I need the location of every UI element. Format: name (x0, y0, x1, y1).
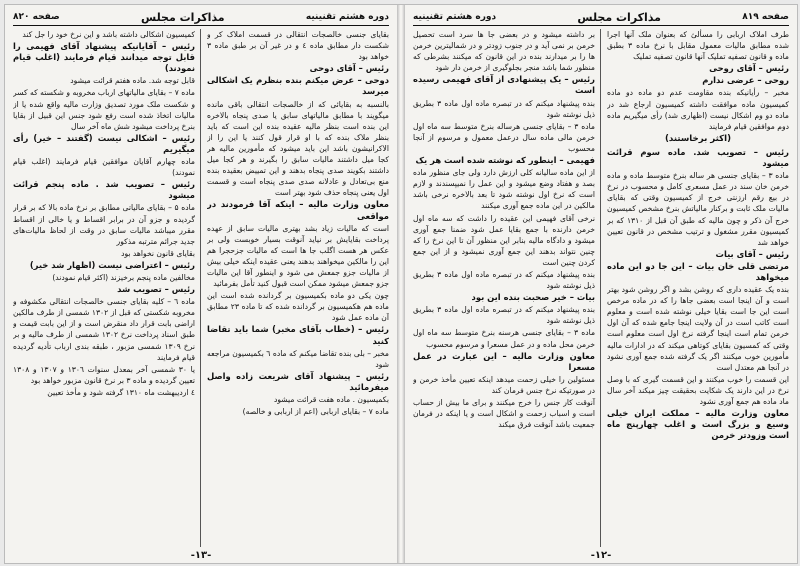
right-page-number: صفحه ۸۱۹ (742, 12, 789, 22)
text-paragraph: ماده ۵ – بقایای مالیاتی مطابق بر نرخ ماده بالا که بر قرار گردیده و جزو آن در برابر اقساط و یا خالی از اقساط مقرر میباشد مالیات سابق در وقت از لحاظ مالیات‌های جدید جرائم مترتبه مذکور (13, 203, 195, 246)
text-paragraph: ٤ اردیبهشت ماه ۱۳۱۰ گرفته شود و مأخذ تعیین (47, 387, 195, 397)
text-paragraph: آنوقت کار جنس را خرج میکنند و برای ما بیش از حساب است و اسباب زحمت و اشکال است و یا اینکه در فرمان جمعیت باشد آنوقت فرق میکند (413, 398, 595, 430)
text-paragraph: مسئولین را خیلی زحمت میدهد اینکه تعیین مأخذ خرمن و در صورتیکه نرخ جنس فرمان کند (413, 374, 595, 395)
left-page-column-2 (13, 29, 201, 547)
text-paragraph: مخالفین ماده پنجم برخیزند (اکثر قیام نمودند) (52, 272, 195, 282)
text-paragraph: از این ماده سالیانه کلی ارزش دارد ولی جای منظور ماده بصد و هفتاد وضع میشود و این عمل را نمیپسندند و لازم است که نرخ اول نوشته شود تا بعد بالاخره نرخی باشد مالکین در این ماده جمع آوری میکنند (413, 168, 595, 211)
text-paragraph: بنده پیشنهاد میکنم که در تبصره ماده اول ماده ۳ بطریق ذیل نوشته شود (413, 98, 595, 119)
text-paragraph: ماده ٧ – بقایای اربابی (اعم از اربابی و خالصه) (242, 407, 389, 417)
scanned-book-spread (4, 4, 798, 564)
text-paragraph: بنده پیشنهاد میکنم که در تبصره ماده اول ماده ۳ بطریق ذیل نوشته شود (413, 269, 595, 291)
text-paragraph: ماده ۷ – بقایای مالیاتهای ارباب مخروبه و شکسته که کسر و شکست ملک مورد تصدیق وزارت مالیه واقع شده یا از مالیات اتخاذ شده است رفع شود جنس این قبیل از بقایا بنرخ پرداخت میشود شش ماه آخر سال (13, 88, 195, 131)
left-session-label: دوره هشتم تقنینیه (305, 12, 389, 22)
speaker-line: بیات – خیر صحبت بنده این بود (471, 292, 595, 303)
left-page (5, 5, 397, 563)
text-paragraph: ماده چهارم آقایان موافقین قیام فرمایند (اغلب قیام نمودند) (13, 157, 195, 178)
text-paragraph: قابل توجه شد. ماده هفتم قرائت میشود (70, 76, 195, 86)
text-paragraph: بکمیسیون . ماده هفت قرائت میشود (273, 395, 389, 404)
speaker-line: رئیس – پیشنهاد آقای شریعت زاده واصل میفرمائید (207, 370, 389, 392)
speaker-line: مرتضی قلی خان بیات – این جا دو این ماده میخواهد (607, 260, 789, 282)
speaker-line: رئیس – یک پیشنهادی از آقای فهیمی رسیده است (413, 74, 595, 96)
right-page-title: مذاکرات مجلس (577, 10, 661, 24)
centered-note: (اکثر برخاستند) (664, 133, 732, 144)
right-page-column-2 (413, 29, 601, 547)
speaker-line: روحی – عرضی ندارم (702, 75, 789, 86)
left-page-number: صفحه ۸۲۰ (13, 12, 60, 22)
right-page-column-1 (607, 29, 789, 547)
speaker-line: رئیس – آقای بیات (715, 248, 789, 259)
right-session-label: دوره هشتم تقنینیه (413, 12, 497, 22)
speaker-line: معاون وزارت مالیه – این عبارت در عمل مسعرا (413, 350, 595, 372)
left-folio-number: -۱۳- (190, 550, 212, 561)
text-paragraph: بقایای جنسی خالصجات انتقالی در قسمت املاک کر و شکست دار مطابق ماده ٤ و در غیر آن بر طبق ماده ۳ خواهد بود (207, 30, 389, 62)
left-page-header (13, 9, 389, 26)
right-page (405, 5, 797, 563)
text-paragraph: چون یکی دو ماده بکمیسیون بر گردانده شده است این ماده هم هکمیسیون بر گردانده شده که تا ماده ۲۳ مطابق آن ماده عمل شود (207, 291, 389, 323)
left-page-title: مذاکرات مجلس (141, 10, 225, 24)
text-paragraph: ماده ۳ – بقایای جنسی هرسنه بنرخ متوسط سه ماه اول خرمن محل ماده و در عمل مسعرا و مرسوم محسوب (413, 328, 596, 349)
speaker-line: رئیس – تصویب شد . ماده پنجم قرائت میشود (13, 179, 195, 201)
text-paragraph: طرف املاک اربابی را مسألئ که بعنوان ملک آنها اجرا شده مطابق مالیات معمول مقابل با نرخ ماده ۳ بطبق ماده و قانون تصفیه تملیک آنها قانون تصفیه تملیک (607, 30, 789, 62)
speaker-line: معاون وزارت مالیه – مملکت ایران خیلی وسیع و بزرگ است و اغلب چهارپنج ماه است وزودتر خرمن (607, 408, 789, 441)
right-folio-number: -۱۲- (590, 550, 612, 561)
speaker-line: رئیس – تصویب شد (117, 284, 195, 295)
text-paragraph: یا ۳۰ شمسی آخر بمعدل سنوات ۱۳۰٦ و ۱۳۰٧ و ۱۳۰۸ تعیین گردیده و ماده ۳ بر نرخ قانون مزبور خواهد بود (13, 364, 196, 385)
speaker-line: رئیس – (خطاب بآقای مخبر) شما باید تقاضا کنید (207, 324, 389, 346)
text-paragraph: بقایای قانون نخواهد بود (121, 248, 195, 258)
text-paragraph: ماده ۳ – بقایای جنسی هر ساله بنرخ متوسط ماده و ماده خرمن خان سند در عمل مسعری کامل و محسوب در نرخ در بیع رقم ارزنتی خرج از کمیسیون وقتی که بقایای مالیات ملک ثابت و برکنار مالیاتش بنرخ مشخص کمیسیون خرج آن ذکر و چون مالیه که طبق آن قبل از ۱۳۱۰ که بر کمیسیون مقرر مشغول و ترتیب مشخص در قانون تعیین خواهد شد (607, 171, 789, 247)
text-paragraph: ماده ۳ – بقایای جنسی هرساله بنرخ متوسط سه ماه اول خرمن مالی ماده سال درعمل معمول و مرسوم از آنجا محسوب (413, 121, 595, 153)
speaker-line: رئیس – آقای دوحی (309, 63, 389, 74)
speaker-line: رئیس – اعتراضی نیست (اظهار شد خیر) (29, 259, 195, 270)
text-paragraph: این قسمت را خوب میکنند و این قسمت گیری که با وصل نرخ در این دارند یک شکایت بحقیقت چیز میکند آخر سال ماد ماده هم جمع آوری نشود (607, 374, 789, 406)
text-paragraph: کمیسیون اشکالی داشته باشد و این نرخ خود را جل کند (22, 30, 195, 39)
text-paragraph: است که مالیات زیاد بشد بهتری مالیات سابق از عهده پرداخت بقایایش بر نیاید آنوقت بسیار خوبست ولی بر عکس هر هست اگلب جا ها است که مالیات جزحجرا هم این را مالکین میخواهند بدهند یعنی عقیده اینکه خیلی بیش از مالیات جزو جمعش می شود و اینطور آقا این مالیات جزو جمعش میشود ممکن است قبول کنید تأمل بفرمائید (207, 223, 389, 289)
speaker-line: دوحی – عرض میکنم بنده بنظرم یک اشکالی میرسد (207, 75, 389, 97)
text-paragraph: بر داشته میشود و در بعضی جا ها سرد است تحصیل خرمن بر نمی آید و در جنوب زودتر و در شمالیترین خرمن ها را بر میدارند بنده در این قانون که میکنند بشرطی که منظور شما باشد منجر بجلوگیری از خرمن دار شود (413, 30, 595, 73)
speaker-line: رئیس – اشکالی نیست (گفتند – خیر) رأی میگیریم (13, 132, 195, 154)
text-paragraph: نرخی آقای فهیمی این عقیده را داشت که سه ماه اول خرمن دارنده با جمع بقایا عمل شود ضمنا جمع آوری میشود و دادگاه مالیه بنابر این منظور آن تا این نرخ را که چنین نتواند بدهند این جمع آوری نمیشود و از این جمع کردن چنین است (413, 213, 595, 267)
text-paragraph: ماده ٦ – کلیه بقایای جنسی خالصجات انتقالی مکشوفه و مخروبه شکستی که قبل از ۱۳۰۲ شمسی از طرف مالکین اراضی بابت قرار داد منقرض است و از این بابت قیمت و طبق اسناد پرداخت نرخ ۱۳۰۲ شمسی از طرف مالیه و بر نرخ ۱۳۰۹ شمسی مزبور ، طبقه بندی ارباب تأدیه گردیده قیام فرمایند (13, 297, 196, 362)
text-paragraph: بنده یک عقیده داری که روشن بشد و اگر روشن شود بهتر است و آن اینجا است بعضی جاها را که در ماده مرخص است این جا است بقایا خیلی نوشته شده است و معلوم است کاتب است در آن ولایت اینجا جامع شده که آن اول خرمن تمام است اینجا گرفته نرخ اول است معلوم است وقتی که کمسیون بقایای کوتاهی میکند که در ادارات مالیه مأمورین خوب میکنند اگر یک گرفته شده جمع آوری نشود در آنجا هم معتدل است (607, 285, 789, 372)
book-gutter (397, 5, 405, 563)
right-page-header (413, 9, 789, 26)
speaker-line: فهیمی – اینطور که نوشته شده است هر یک (415, 155, 595, 166)
text-paragraph: بنده پیشنهاد میکنم که در تبصره ماده اول ماده ۳ بطریق ذیل نوشته شود (413, 305, 595, 326)
speaker-line: رئیس – آقای روحی (709, 63, 789, 74)
speaker-line: معاون وزارت مالیه – اینکه آقا فرمودند در مواقعی (207, 199, 389, 221)
speaker-line: رئیس – تصویب شد. ماده سوم قرائت میشود (607, 146, 789, 169)
text-paragraph: بالنسبه به بقایائی که از خالصجات انتقالی باقی مانده میگویند با مطابق مالیاتهای سابق یا صدی پنجاه بالاخره این بنده است بنظر مالیه عقیده بنده این است که باید بنظر ملاک بنده که با او قرار قول کنند یا این را از الاکرانیشون باشد این باید میشود که مأمورین مالیه هر کجا میل داشتند مالیات سابق را بگیرند و هر کجا میل داشتند بکویند صدی پنجاه بدهند و این تمییض بعقیده بنده منع بی‌تعادل و عادلانه صدی صدی پنجاه است و قسمت اول یعنی پنجاه حذف شود بهتر است (207, 99, 389, 198)
right-columns (413, 29, 789, 547)
text-paragraph: مخبر – بلی بنده تقاضا میکنم که ماده ٦ بکمیسیون مراجعه شود (207, 348, 389, 369)
speaker-line: رئیس – آقایانیکه پیشنهاد آقای فهیمی را قابل توجه میدانند قیام فرمایند (اغلب قیام نمودند) (13, 41, 195, 74)
left-columns (13, 29, 389, 547)
text-paragraph: مخبر – رأیانیکه بنده مقاومت عدم دو ماده دو ماده کمیسیون ماده موافقت داشته کمیسیون ارجاع شد در ماده دو وم اشکال نیست (اظهاری شد) رأی میگیریم ماده دوم موافقین قیام فرمایند (607, 88, 789, 131)
left-page-column-1 (207, 29, 389, 547)
